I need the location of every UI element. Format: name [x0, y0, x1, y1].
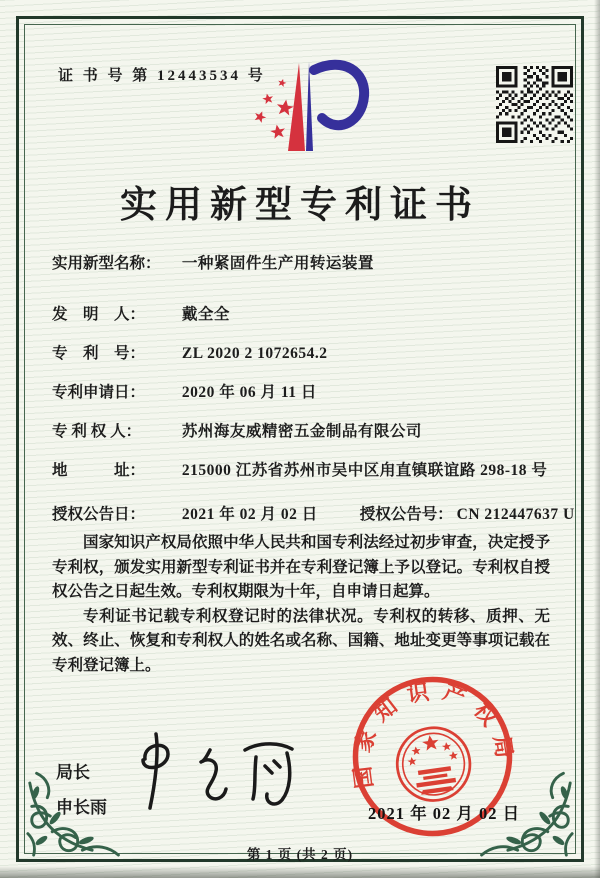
director-name: 申长雨 — [56, 798, 107, 817]
field-value: 2020 年 06 月 11 日 — [181, 384, 317, 401]
field-label: 专 利 权 人： — [52, 423, 142, 440]
field-row-patent-number — [52, 341, 560, 363]
field-value: ZL 2020 2 1072654.2 — [181, 345, 328, 362]
grant-number-label: 授权公告号： — [359, 506, 453, 523]
field-value: 215000 江苏省苏州市吴中区甪直镇联谊路 298-18 号 — [181, 462, 548, 479]
field-row-inventor — [52, 302, 560, 324]
certificate-number: 证 书 号 第 12443534 号 — [58, 68, 266, 84]
grant-number-value: CN 212447637 U — [456, 506, 575, 523]
field-label: 发 明 人： — [52, 306, 146, 323]
qr-code — [496, 66, 573, 143]
field-label: 地 址： — [52, 462, 146, 479]
page-title: 实用新型专利证书 — [120, 185, 480, 226]
field-row-grant — [52, 502, 575, 524]
legal-paragraph-1: 国家知识产权局依照中华人民共和国专利法经过初步审查，决定授予专利权，颁发实用新型专利证书并在专利登记簿上予以登记。专利权自授权公告之日起生效。专利权期限为十年，自申请日起算。 — [52, 534, 550, 600]
field-value: 苏州海友威精密五金制品有限公司 — [181, 423, 422, 440]
field-row-filing-date — [52, 380, 560, 402]
director-title: 局长 — [56, 763, 90, 782]
page-number: 第 1 页 (共 2 页) — [246, 847, 354, 862]
field-value: 一种紧固件生产用转运装置 — [181, 255, 374, 272]
seal-agency-text: 国家知识产权局 — [348, 677, 519, 790]
legal-paragraph-2: 专利证书记载专利权登记时的法律状况。专利权的转移、质押、无效、终止、恢复和专利权人的姓名或名称、国籍、地址变更等事项记载在专利登记簿上。 — [52, 607, 550, 674]
cnipa-logo-icon — [232, 58, 390, 164]
field-value: 戴全全 — [181, 306, 230, 323]
director-signature — [115, 728, 315, 813]
photo-edge-shadow-right — [594, 0, 600, 878]
field-label: 专利申请日： — [52, 384, 146, 401]
photo-edge-shadow-bottom — [0, 866, 600, 878]
field-row-address — [52, 458, 560, 480]
national-emblem-icon — [393, 723, 475, 805]
field-label: 实用新型名称： — [52, 255, 161, 272]
field-row-patentee — [52, 419, 560, 441]
director-block — [56, 758, 107, 828]
field-row-name — [52, 251, 560, 273]
grant-date-value: 2021 年 02 月 02 日 — [181, 506, 318, 523]
seal-date: 2021 年 02 月 02 日 — [368, 804, 521, 823]
grant-date-label: 授权公告日： — [52, 506, 146, 523]
legal-text — [52, 531, 550, 678]
field-label: 专 利 号： — [52, 345, 146, 362]
